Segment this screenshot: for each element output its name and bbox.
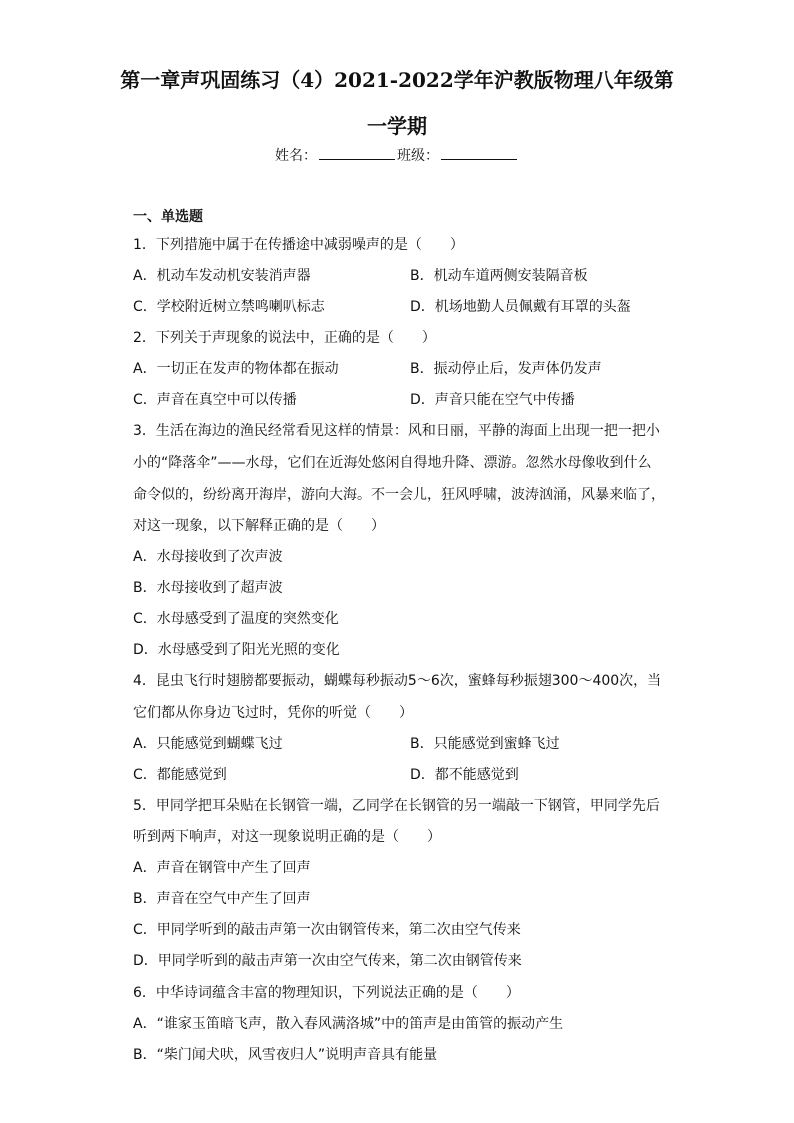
q4-option-c: C．都能感觉到 [133, 767, 227, 783]
q3-stem-line3: 命令似的，纷纷离开海岸，游向大海。不一会儿，狂风呼啸，波涛汹涌，风暴来临了， [133, 487, 665, 503]
doc-title-line2: 一学期 [367, 114, 427, 138]
q5-stem-line1: 5．甲同学把耳朵贴在长钢管一端，乙同学在长钢管的另一端敲一下钢管，甲同学先后 [133, 798, 660, 814]
q2-option-a: A．一切正在发声的物体都在振动 [133, 361, 339, 377]
q3-option-b: B．水母接收到了超声波 [133, 580, 283, 596]
q1-option-d: D．机场地勤人员佩戴有耳罩的头盔 [410, 299, 631, 315]
q4-option-b: B．只能感觉到蜜蜂飞过 [410, 736, 560, 752]
name-label: 姓名： [275, 148, 317, 164]
q4-option-d: D．都不能感觉到 [410, 767, 519, 783]
q1-stem: 1．下列措施中属于在传播途中减弱噪声的是（ ） [133, 237, 464, 253]
q3-stem-line4: 对这一现象，以下解释正确的是（ ） [133, 518, 385, 534]
section-heading: 一、单选题 [133, 209, 203, 225]
class-blank[interactable] [441, 147, 517, 160]
q5-option-d: D．甲同学听到的敲击声第一次由空气传来，第二次由钢管传来 [133, 953, 522, 969]
q5-option-a: A．声音在钢管中产生了回声 [133, 860, 311, 876]
q3-option-c: C．水母感受到了温度的突然变化 [133, 611, 339, 627]
q3-option-d: D．水母感受到了阳光光照的变化 [133, 642, 340, 658]
name-class-row [0, 145, 794, 165]
q2-option-c: C．声音在真空中可以传播 [133, 392, 297, 408]
q6-option-a: A．“谁家玉笛暗飞声，散入春风满洛城”中的笛声是由笛管的振动产生 [133, 1016, 564, 1032]
name-blank[interactable] [319, 147, 395, 160]
q5-stem-line2: 听到两下响声，对这一现象说明正确的是（ ） [133, 829, 441, 845]
q4-stem-line1: 4．昆虫飞行时翅膀都要振动，蝴蝶每秒振动5～6次，蜜蜂每秒振翅300～400次，当 [133, 673, 662, 689]
q3-stem-line1: 3．生活在海边的渔民经常看见这样的情景：风和日丽，平静的海面上出现一把一把小 [133, 423, 660, 439]
q2-option-d: D．声音只能在空气中传播 [410, 392, 575, 408]
q2-option-b: B．振动停止后，发声体仍发声 [410, 361, 602, 377]
q6-option-b: B．“柴门闻犬吠，风雪夜归人”说明声音具有能量 [133, 1047, 438, 1063]
doc-title-line1: 第一章声巩固练习（4）2021-2022学年沪教版物理八年级第 [120, 68, 674, 92]
q6-stem: 6．中华诗词蕴含丰富的物理知识，下列说法正确的是（ ） [133, 985, 520, 1001]
q4-option-a: A．只能感觉到蝴蝶飞过 [133, 736, 283, 752]
q1-option-c: C．学校附近树立禁鸣喇叭标志 [133, 299, 325, 315]
q1-option-b: B．机动车道两侧安装隔音板 [410, 268, 588, 284]
q3-stem-line2: 小的“降落伞”——水母，它们在近海处悠闲自得地升降、漂游。忽然水母像收到什么 [133, 455, 652, 471]
q4-stem-line2: 它们都从你身边飞过时，凭你的听觉（ ） [133, 705, 413, 721]
q2-stem: 2．下列关于声现象的说法中，正确的是（ ） [133, 330, 436, 346]
q1-option-a: A．机动车发动机安装消声器 [133, 268, 311, 284]
q5-option-c: C．甲同学听到的敲击声第一次由钢管传来，第二次由空气传来 [133, 922, 521, 938]
q5-option-b: B．声音在空气中产生了回声 [133, 891, 311, 907]
class-label: 班级： [397, 148, 439, 164]
q3-option-a: A．水母接收到了次声波 [133, 549, 283, 565]
